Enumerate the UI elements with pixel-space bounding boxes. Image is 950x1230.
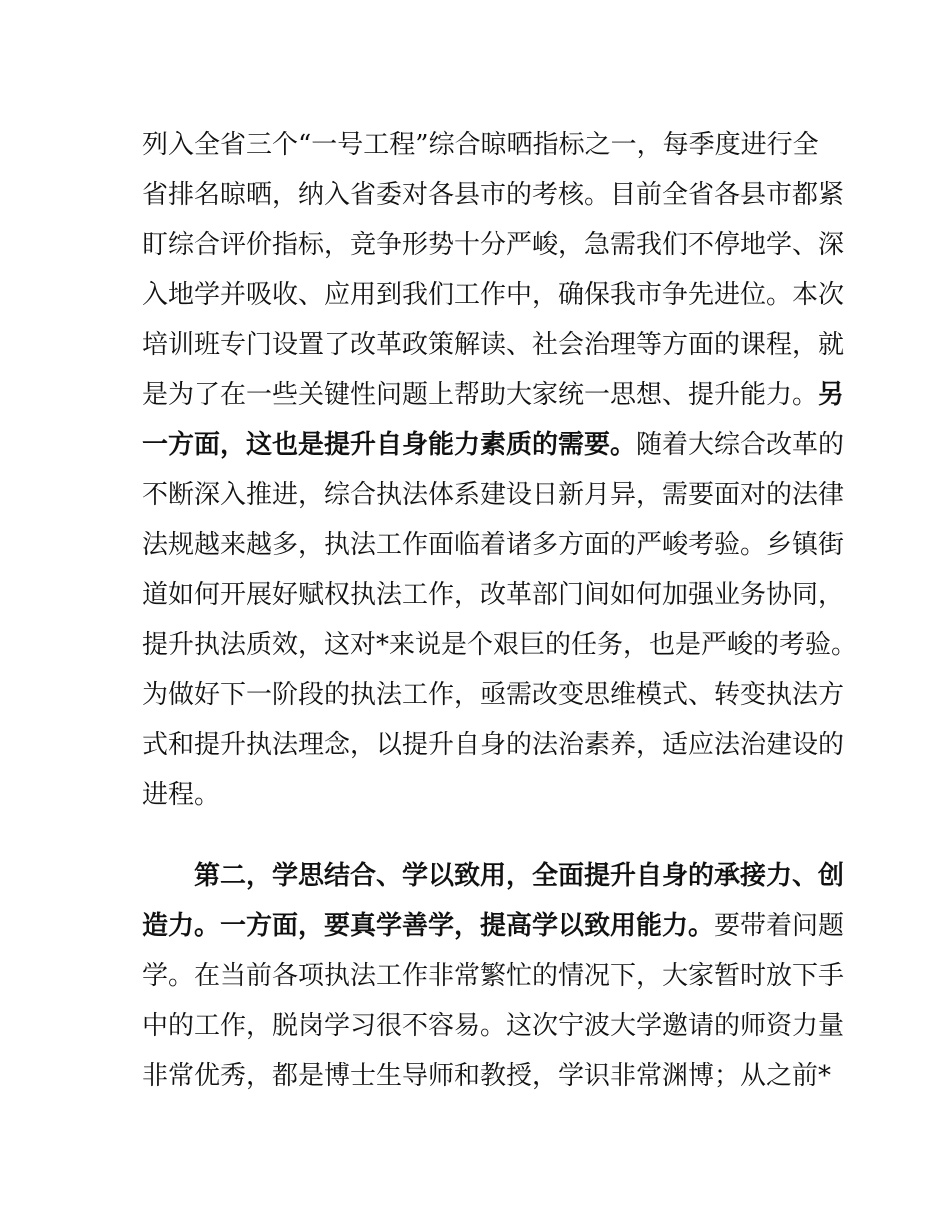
text-line: [142, 370, 845, 420]
paragraph-2: [142, 851, 845, 1101]
text-line: 非常优秀，都是博士生导师和教授，学识非常渊博；从之前*: [142, 1061, 832, 1091]
text-line: 法规越来越多，执法工作面临着诸多方面的严峻考验。乡镇街: [142, 530, 845, 560]
text-line: 式和提升执法理念，以提升自身的法治素养，适应法治建设的: [142, 730, 845, 760]
paragraph-gap: [142, 820, 812, 851]
text-line: 学。在当前各项执法工作非常繁忙的情况下，大家暂时放下手: [142, 961, 845, 991]
bold-text-run: 另: [818, 380, 845, 410]
paragraph-1: [142, 120, 858, 820]
text-line: [142, 901, 845, 951]
bold-text-run: 一方面，这也是提升自身能力素质的需要。: [142, 430, 637, 460]
text-line: 培训班专门设置了改革政策解读、社会治理等方面的课程，就: [142, 330, 845, 360]
text-line: [142, 851, 845, 901]
text-line: 中的工作，脱岗学习很不容易。这次宁波大学邀请的师资力量: [142, 1011, 845, 1041]
text-line: 入地学并吸收、应用到我们工作中，确保我市争先进位。本次: [142, 280, 845, 310]
text-line: 道如何开展好赋权执法工作，改革部门间如何加强业务协同，: [142, 580, 845, 610]
text-run: 要带着问题: [714, 911, 845, 941]
text-line: 为做好下一阶段的执法工作，亟需改变思维模式、转变执法方: [142, 680, 845, 710]
text-run: 随着大综合改革的: [636, 430, 845, 460]
text-line: [142, 420, 845, 470]
text-line: 省排名晾晒，纳入省委对各县市的考核。目前全省各县市都紧: [142, 180, 845, 210]
text-line: 提升执法质效，这对*来说是个艰巨的任务，也是严峻的考验。: [142, 630, 858, 660]
bold-text-run: 第二，学思结合、学以致用，全面提升自身的承接力、创: [194, 861, 845, 891]
text-line: 盯综合评价指标，竞争形势十分严峻，急需我们不停地学、深: [142, 230, 845, 260]
document-page: [142, 120, 858, 1101]
bold-text-run: 造力。一方面，要真学善学，提高学以致用能力。: [142, 911, 715, 941]
text-run: 是为了在一些关键性问题上帮助大家统一思想、提升能力。: [142, 380, 819, 410]
text-line: 列入全省三个“一号工程”综合晾晒指标之一，每季度进行全: [142, 130, 819, 160]
text-line: 进程。: [142, 780, 221, 810]
text-line: 不断深入推进，综合执法体系建设日新月异，需要面对的法律: [142, 480, 845, 510]
